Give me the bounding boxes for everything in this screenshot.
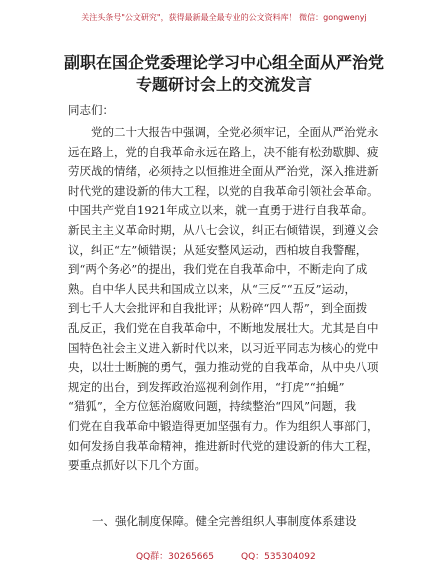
body-line: 央，以壮士断腕的勇气，强力推动党的自我革命，从中央八项 (68, 360, 379, 375)
qq-group-2: QQ：535304092 (241, 552, 316, 562)
title-line-1: 副职在国企党委理论学习中心组全面从严治党 (63, 53, 384, 72)
body-line: 党的二十大报告中强调，全党必须牢记，全面从严治党永 (68, 125, 379, 139)
body-line: 国特色社会主义进入新时代以来，以习近平同志为核心的党中 (68, 340, 379, 355)
body-line: 要重点抓好以下几个方面。 (68, 458, 206, 473)
body-line: 劳厌战的情绪，必须持之以恒推进全面从严治党，深入推进新 (68, 164, 379, 179)
body-line: 乱反正，我们党在自我革命中，不断地发展壮大。尤其是自中 (68, 320, 379, 335)
body-line: “猎狐”，全方位惩治腐败问题，持续整治“四风”问题，我 (68, 399, 357, 414)
body-line: 规定的出台，到发挥政治巡视利剑作用，“打虎”“拍蝇” (68, 379, 345, 394)
body-line: 时代党的建设新的伟大工程，以党的自我革命引领社会革命。 (68, 183, 379, 198)
header-banner: 关注头条号"公文研究"，获得最新最全最专业的公文资料库！ 微信：gongwenyj (81, 13, 367, 22)
body-text (68, 123, 388, 476)
document-title (48, 52, 400, 96)
body-line: 议，纠正“左”倾错误；从延安整风运动，西柏坡自我警醒， (68, 242, 368, 257)
body-line: 到“两个务必”的提出，我们党在自我革命中，不断走向了成 (68, 262, 368, 277)
body-line: 们党在自我革命中锻造得更加坚强有力。作为组织人事部门， (68, 418, 379, 433)
salutation: 同志们： (68, 103, 114, 117)
body-line: 熟。自中华人民共和国成立以来，从“三反”“五反”运动， (68, 281, 357, 296)
body-line: 中国共产党自1921年成立以来，就一直勇于进行自我革命。 (68, 203, 374, 218)
body-line: 远在路上，党的自我革命永远在路上，决不能有松劲歇脚、疲 (68, 144, 379, 159)
section-heading: 一、强化制度保障。健全完善组织人事制度体系建设 (92, 514, 357, 528)
title-line-2: 专题研讨会上的交流发言 (135, 75, 312, 94)
body-line: 新民主主义革命时期，从八七会议，纠正右倾错误，到遵义会 (68, 222, 379, 237)
qq-group-1: QQ群：30265665 (136, 552, 214, 562)
body-line: 到七千人大会批评和自我批评；从粉碎“四人帮”，到全面拨 (68, 301, 368, 316)
body-line: 如何发扬自我革命精神，推进新时代党的建设新的伟大工程， (68, 438, 379, 453)
